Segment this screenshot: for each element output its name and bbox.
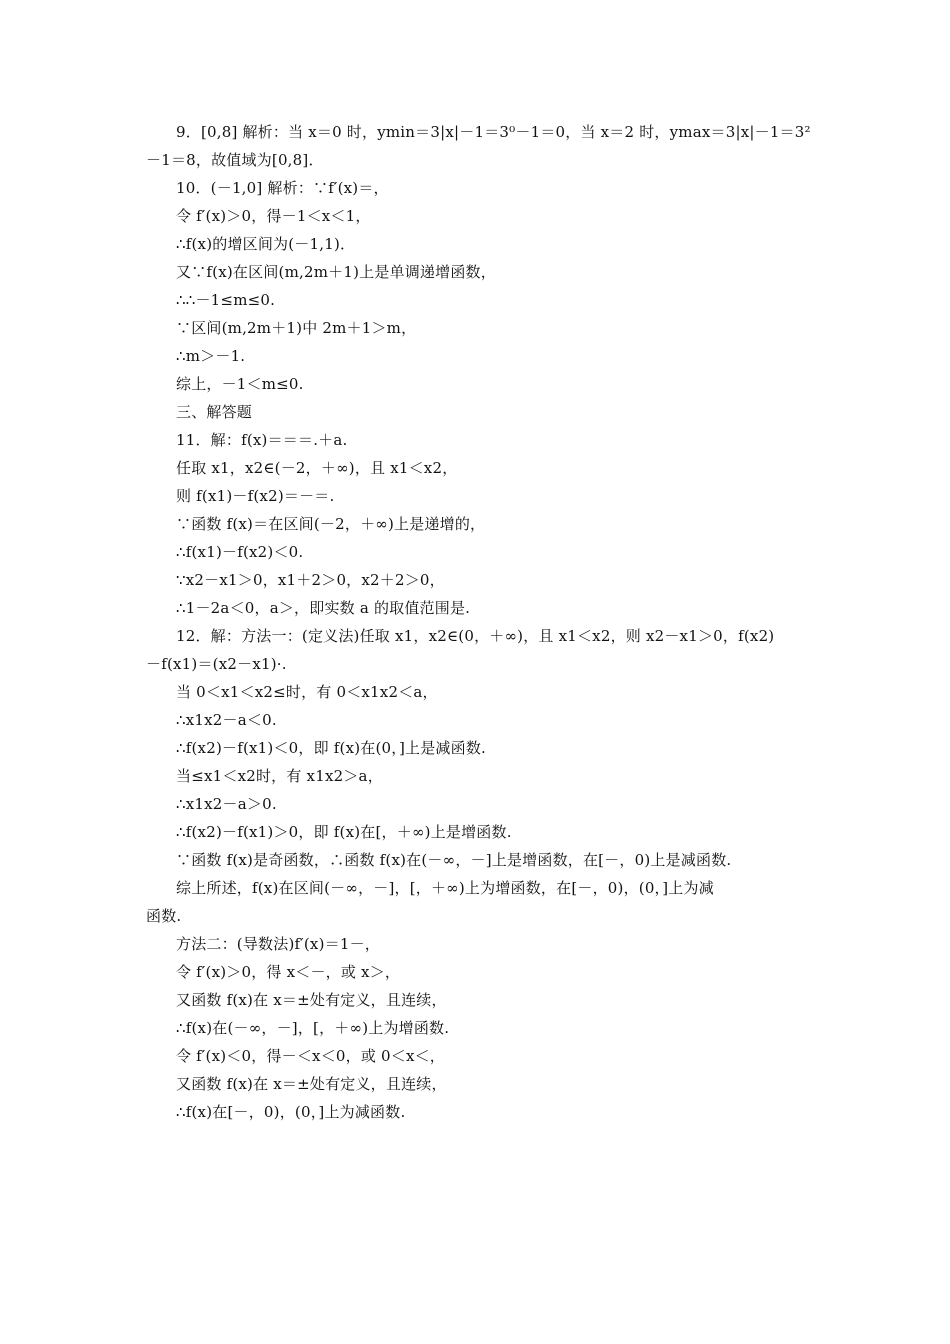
text-line: －f(x1)＝(x2－x1)·. xyxy=(146,655,287,673)
text-line: 令 f′(x)＜0，得－＜x＜0，或 0＜x＜， xyxy=(176,1047,446,1065)
text-line: ∵x2－x1＞0，x1＋2＞0，x2＋2＞0， xyxy=(176,571,445,589)
text-line: ∴f(x)的增区间为(－1,1)． xyxy=(176,235,356,253)
text-line: ∴f(x)在[－，0)，(0，]上为减函数. xyxy=(176,1103,406,1121)
text-line: 当 0＜x1＜x2≤时，有 0＜x1x2＜a， xyxy=(176,683,438,701)
section-heading: 三、解答题 xyxy=(176,403,253,421)
text-line: 12．解：方法一：(定义法)任取 x1，x2∈(0，＋∞)，且 x1＜x2，则 x2－x1＞0，f(x2) xyxy=(176,627,775,645)
text-line: ∴f(x2)－f(x1)＞0，即 f(x)在[，＋∞)上是增函数. xyxy=(176,823,512,841)
text-line: ∴m＞－1. xyxy=(176,347,246,365)
text-line: 令 f′(x)＞0，得－1＜x＜1， xyxy=(176,207,371,225)
text-line: ∴f(x2)－f(x1)＜0，即 f(x)在(0，]上是减函数. xyxy=(176,739,487,757)
text-line: 当≤x1＜x2时，有 x1x2＞a， xyxy=(176,767,383,785)
text-line: 综上，－1＜m≤0. xyxy=(176,375,304,393)
text-line: ∵函数 f(x)是奇函数，∴函数 f(x)在(－∞，－]上是增函数，在[－，0)上是减函数. xyxy=(176,851,732,869)
text-line: 又∵f(x)在区间(m,2m＋1)上是单调递增函数， xyxy=(176,263,496,281)
text-line: 10．(－1,0] 解析：∵f′(x)＝， xyxy=(176,179,389,197)
text-line: 综上所述，f(x)在区间(－∞，－]，[，＋∞)上为增函数，在[－，0)，(0，]上为减 xyxy=(176,879,714,897)
text-line: ∵函数 f(x)＝在区间(－2，＋∞)上是递增的， xyxy=(176,515,486,533)
text-line: ∴f(x1)－f(x2)＜0. xyxy=(176,543,304,561)
text-line: 9．[0,8] 解析：当 x＝0 时，ymin＝3|x|－1＝3⁰－1＝0，当 x＝2 时，ymax＝3|x|－1＝3² xyxy=(176,123,811,141)
text-line: 则 f(x1)－f(x2)＝－＝. xyxy=(176,487,335,505)
text-line: 又函数 f(x)在 x＝±处有定义，且连续， xyxy=(176,991,447,1009)
text-line: ∵区间(m,2m＋1)中 2m＋1＞m， xyxy=(176,319,417,337)
text-line: 函数. xyxy=(146,907,182,925)
text-line: ∴1－2a＜0，a＞，即实数 a 的取值范围是. xyxy=(176,599,471,617)
text-line: 任取 x1，x2∈(－2，＋∞)，且 x1＜x2， xyxy=(176,459,458,477)
text-line: ∴x1x2－a＞0. xyxy=(176,795,277,813)
text-line: ∴∴－1≤m≤0. xyxy=(176,291,276,309)
text-line: ∴x1x2－a＜0. xyxy=(176,711,277,729)
text-line: 又函数 f(x)在 x＝±处有定义，且连续， xyxy=(176,1075,447,1093)
text-line: 令 f′(x)＞0，得 x＜－，或 x＞， xyxy=(176,963,401,981)
text-line: 方法二：(导数法)f′(x)＝1－， xyxy=(176,935,380,953)
text-line: ∴f(x)在(－∞，－]，[，＋∞)上为增函数. xyxy=(176,1019,450,1037)
text-line: 11．解：f(x)＝＝＝.＋a. xyxy=(176,431,348,449)
text-line: －1＝8，故值域为[0,8]． xyxy=(146,151,324,169)
